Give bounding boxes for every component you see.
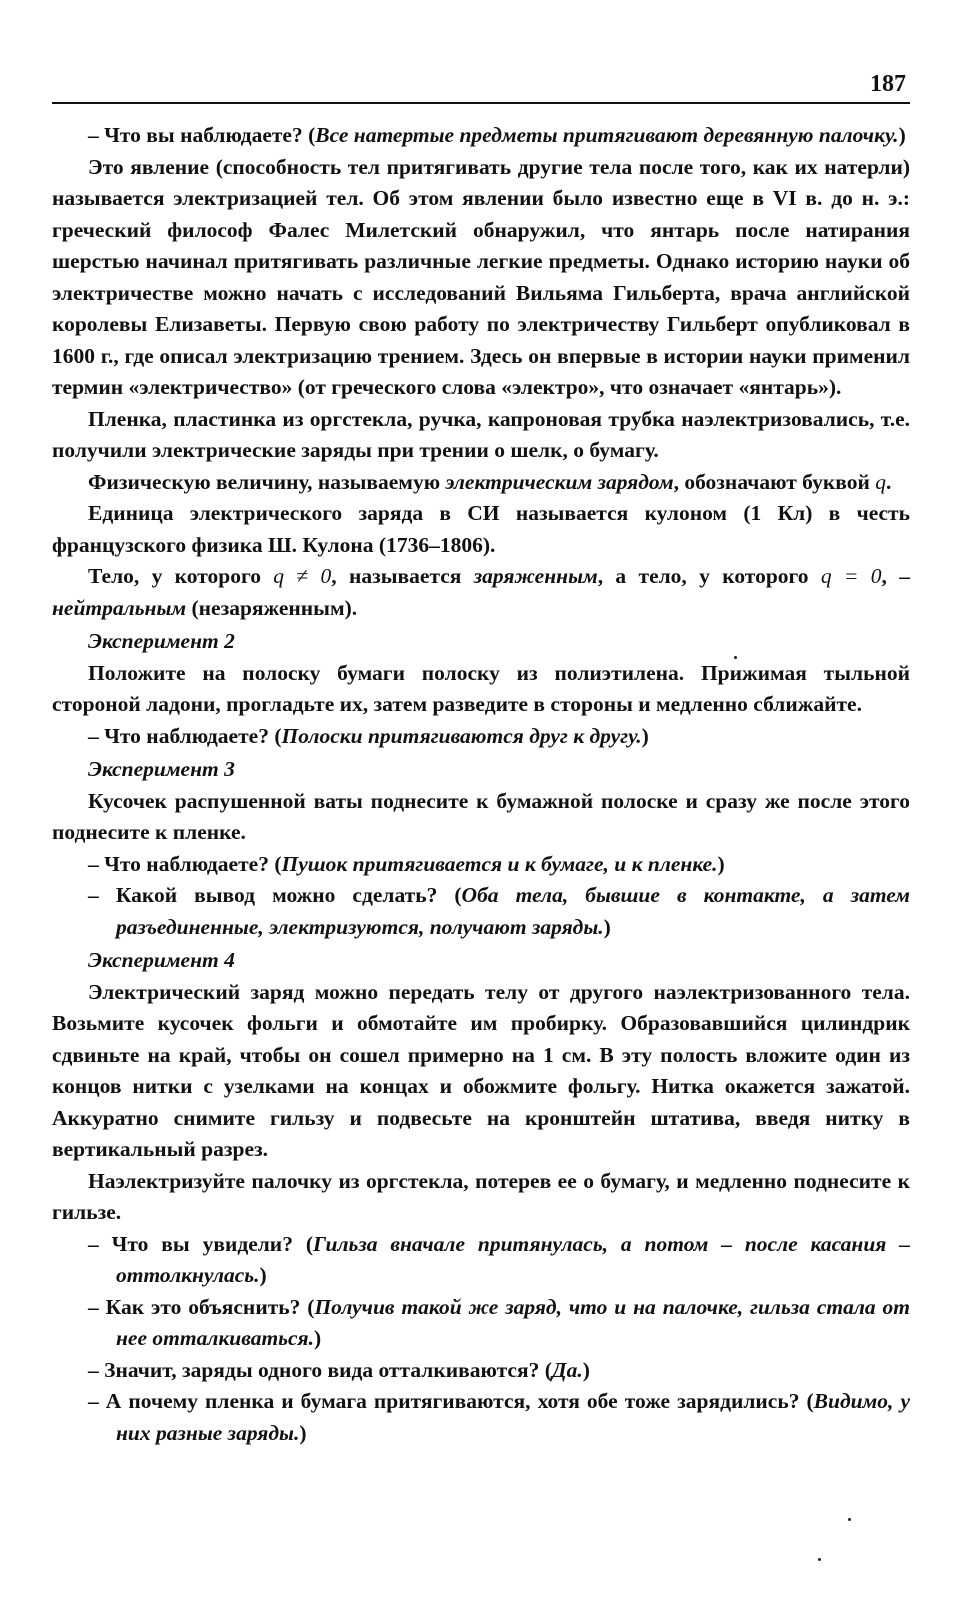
scan-speck (734, 656, 737, 659)
question-text: Как это объяснить? ( (105, 1294, 315, 1319)
question-text: Значит, заряды одного вида отталкиваются? ( (104, 1357, 552, 1382)
question-text: Что вы наблюдаете? ( (104, 123, 316, 147)
paragraph-electrization: Это явление (способность тел притягивать другие тела после того, как их натерли) называется электризацией тел. Об этом явлении было известно еще в VI в. до н. э.: греческий философ Фалес Милетский обнаружил, что янтарь после натирания шерстью начинал притягивать различные легкие предметы. Однако историю науки об электричестве можно начать с исследований Вильяма Гильберта, врача английской королевы Елизаветы. Первую свою работу по электричеству Гильберт опубликовал в 1600 г., где описал электризацию трением. Здесь он впервые в истории науки применил термин «электричество» (от греческого слова «электро», что означает «янтарь»). (52, 154, 910, 399)
dialogue-question: – Какой вывод можно сделать? (Оба тела, бывшие в контакте, а затем разъединенные, электризуются, получают заряды.) (88, 883, 911, 939)
answer-close: ) (603, 914, 611, 939)
question-text: А почему пленка и бумага притягиваются, хотя обе тоже зарядились? ( (105, 1389, 814, 1413)
paragraph-experiment-4: Электрический заряд можно передать телу от другого наэлектризованного тела. Возьмите кусочек фольги и обмотайте им пробирку. Образовавшийся цилиндрик сдвиньте на край, чтобы он сошел примерно на 1 см. В эту полость вложите один из концов нитки с узелками на концах и обожмите фольгу. Нитка окажется зажатой. Аккуратно снимите гильзу и подвесьте на кронштейн штатива, введя нитку в вертикальный разрез. (52, 979, 910, 1161)
page-header (52, 60, 910, 104)
term-charged: заряженным (473, 564, 598, 588)
dialogue-question: – Что вы наблюдаете? (Все натертые предметы притягивают деревянную палочку.) (88, 123, 906, 147)
answer-close: ) (259, 1263, 267, 1287)
answer-text: Гильза вначале притянулась, а потом – после касания – оттолкнулась. (116, 1231, 910, 1287)
paragraph-coulomb: Единица электрического заряда в СИ называется кулоном (1 Кл) в честь французского физика Ш. Кулона (1736–1806). (52, 501, 910, 557)
dialogue-question: – Что наблюдаете? (Пушок притягивается и к бумаге, и к пленке.) (88, 851, 725, 876)
text-fragment: Тело, у которого (88, 564, 274, 588)
experiment-4-heading: Эксперимент 4 (88, 948, 235, 972)
text-fragment: , – (881, 564, 910, 588)
answer-text: Да. (551, 1357, 583, 1382)
text-fragment: , обозначают буквой (673, 469, 876, 494)
text-fragment: Физическую величину, называемую (88, 469, 446, 494)
experiment-2-heading: Эксперимент 2 (88, 629, 235, 653)
formula-q-zero: q = 0 (820, 564, 882, 588)
answer-text: Полоски притягиваются друг к другу. (281, 723, 642, 748)
paragraph-electrify-rod: Наэлектризуйте палочку из оргстекла, потерев ее о бумагу, и медленно поднесите к гильзе. (52, 1168, 910, 1224)
question-text: Что наблюдаете? ( (104, 851, 282, 876)
book-page (52, 60, 910, 1449)
dialogue-question: – Что вы увидели? (Гильза вначале притянулась, а потом – после касания – оттолкнулась.) (88, 1231, 910, 1287)
experiment-3-heading: Эксперимент 3 (88, 757, 235, 781)
answer-close: ) (641, 723, 649, 748)
paragraph-experiment-2: Положите на полоску бумаги полоску из полиэтилена. Прижимая тыльной стороной ладони, прогладьте их, затем разведите в стороны и медленно сближайте. (52, 660, 910, 716)
dialogue-question: – Что наблюдаете? (Полоски притягиваются друг к другу.) (88, 723, 649, 748)
term-electric-charge: электрическим зарядом (445, 469, 674, 494)
paragraph-charged-objects: Пленка, пластинка из оргстекла, ручка, капроновая трубка наэлектризовались, т.е. получили электрические заряды при трении о шелк, о бумагу. (52, 406, 910, 462)
paragraph-experiment-3: Кусочек распушенной ваты поднесите к бумажной полоске и сразу же после этого поднесите к пленке. (52, 788, 910, 844)
answer-close: ) (582, 1357, 590, 1382)
answer-text: Видимо, у них разные заряды. (116, 1389, 910, 1445)
formula-q-not-zero: q ≠ 0 (273, 564, 332, 588)
term-neutral: нейтральным (52, 595, 187, 620)
question-text: Что наблюдаете? ( (104, 723, 282, 748)
text-fragment: , а тело, у которого (597, 564, 821, 588)
page-number: 187 (870, 71, 906, 97)
page-content (52, 120, 910, 1449)
answer-text: Пушок притягивается и к бумаге, и к пленке. (281, 851, 718, 876)
answer-text: Получив такой же заряд, что и на палочке, гильза стала от нее отталкиваться. (116, 1294, 911, 1350)
question-text: Что вы увидели? ( (111, 1231, 313, 1256)
paragraph-charged-neutral (52, 561, 910, 624)
text-fragment: , называется (331, 564, 474, 588)
answer-text: Оба тела, бывшие в контакте, а затем разъединенные, электризуются, получают заряды. (116, 883, 911, 939)
scan-speck (848, 1518, 851, 1521)
symbol-q: q (875, 469, 886, 494)
paragraph-charge-definition (52, 467, 910, 499)
question-text: Какой вывод можно сделать? ( (115, 883, 462, 907)
dialogue-question: – Как это объяснить? (Получив такой же заряд, что и на палочке, гильза стала от нее отталкиваться.) (88, 1294, 911, 1350)
dialogue-question: – Значит, заряды одного вида отталкиваются? (Да.) (88, 1357, 590, 1382)
answer-close: ) (313, 1326, 322, 1350)
text-fragment: . (885, 469, 892, 494)
text-fragment: (незаряженным). (186, 595, 358, 620)
answer-close: ) (898, 123, 906, 147)
dialogue-question: – А почему пленка и бумага притягиваются, хотя обе тоже зарядились? (Видимо, у них разные заряды.) (88, 1389, 910, 1445)
answer-text: Все натертые предметы притягивают деревянную палочку. (315, 123, 899, 147)
answer-close: ) (299, 1420, 307, 1445)
scan-speck (818, 1558, 821, 1561)
answer-close: ) (717, 851, 725, 876)
